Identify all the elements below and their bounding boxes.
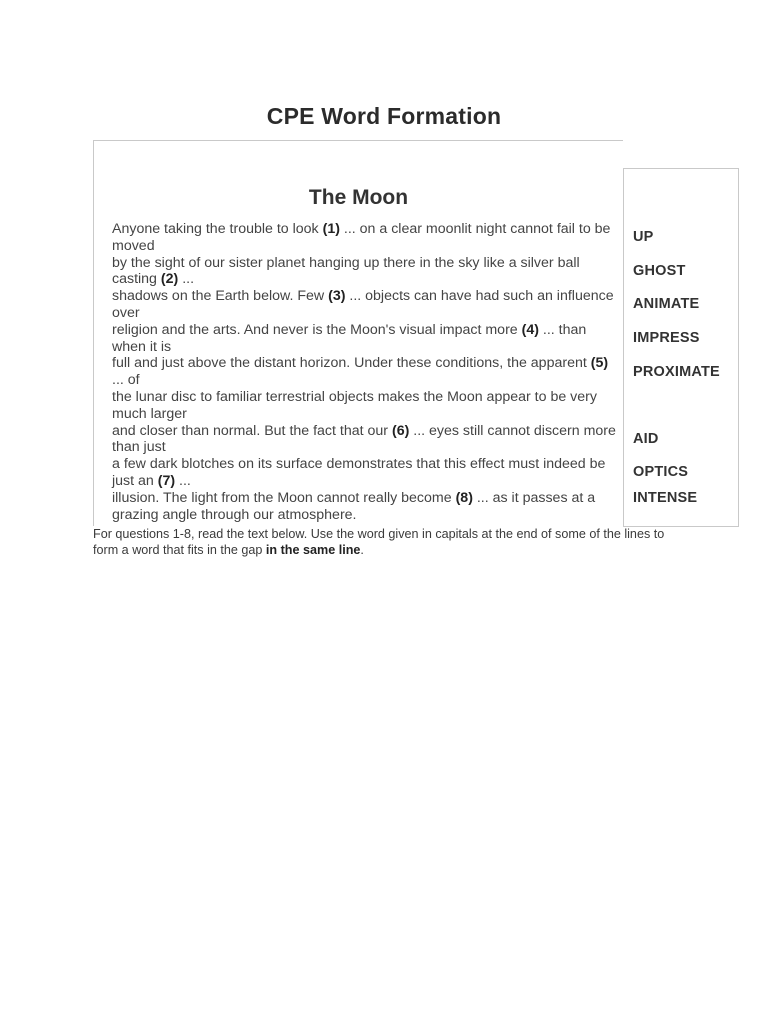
keyword-2: GHOST — [633, 263, 686, 279]
keyword-3: ANIMATE — [633, 296, 700, 312]
text-line-8: a few dark blotches on its surface demonstrates that this effect must indeed be just an (7) ... — [112, 456, 606, 489]
text-line-6: the lunar disc to familiar terrestrial objects makes the Moon appear to be very much larger — [112, 388, 597, 422]
keyword-8: INTENSE — [633, 490, 698, 506]
text-line-5: full and just above the distant horizon. Under these conditions, the apparent (5) ... of — [112, 355, 609, 389]
keyword-5: PROXIMATE — [633, 364, 720, 380]
instructions-emphasis: in the same line — [265, 543, 361, 557]
keyword-7: OPTICS — [633, 464, 689, 480]
article-text — [112, 221, 617, 523]
keyword-1: UP — [633, 229, 654, 245]
gap-number-6: (6) — [391, 422, 410, 439]
gap-number-5: (5) — [590, 355, 609, 372]
text-line-3: shadows on the Earth below. Few (3) ... objects can have had such an influence over — [112, 288, 614, 321]
content-top-border — [93, 140, 623, 141]
gap-number-3: (3) — [328, 288, 346, 305]
gap-number-8: (8) — [455, 489, 473, 506]
text-line-7: and closer than normal. But the fact that our (6) ... eyes still cannot discern more than just — [112, 422, 616, 456]
text-line-1: Anyone taking the trouble to look (1) ... on a clear moonlit night cannot fail to be moved — [112, 221, 611, 254]
gap-number-1: (1) — [322, 221, 340, 237]
text-line-9: illusion. The light from the Moon cannot really become (8) ... as it passes at a grazing angle through our atmosphere. — [112, 489, 596, 523]
keyword-6: AID — [633, 431, 659, 447]
instructions: For questions 1-8, read the text below. Use the word given in capitals at the end of some of the lines to form a word that fits in the gap in the same line. — [93, 527, 665, 557]
article-title: The Moon — [308, 186, 409, 209]
keyword-4: IMPRESS — [633, 330, 700, 346]
gap-number-4: (4) — [521, 321, 539, 338]
gap-number-7: (7) — [157, 472, 176, 489]
text-line-4: religion and the arts. And never is the Moon's visual impact more (4) ... than when it is — [112, 321, 587, 355]
gap-number-2: (2) — [160, 271, 179, 288]
page-title: CPE Word Formation — [266, 103, 502, 129]
text-line-2: by the sight of our sister planet hanging up there in the sky like a silver ball casting (2) ... — [112, 254, 580, 288]
